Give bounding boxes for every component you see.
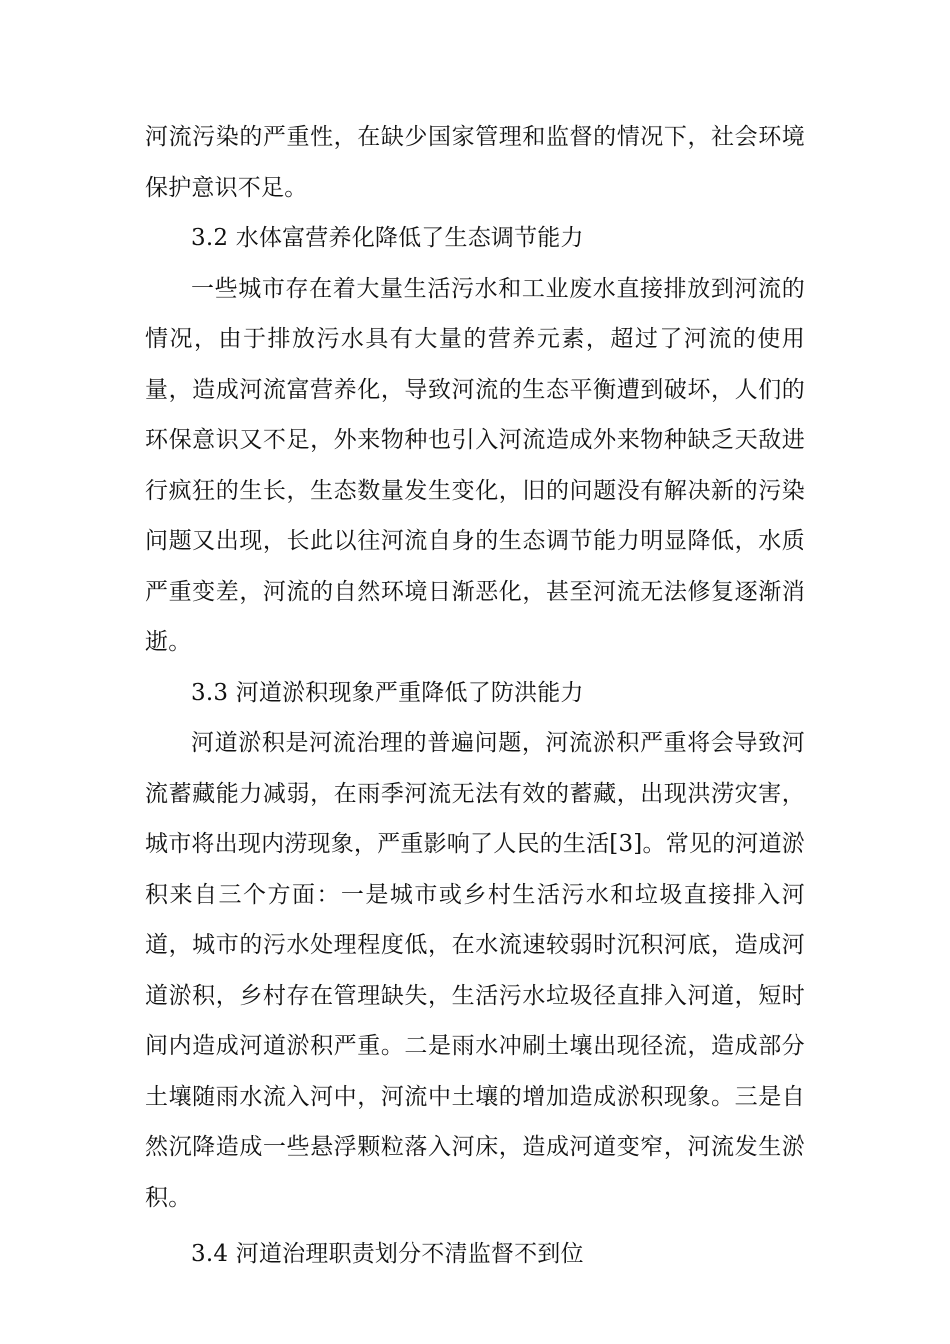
paragraph-eutrophication: 一些城市存在着大量生活污水和工业废水直接排放到河流的情况，由于排放污水具有大量的营养元素，超过了河流的使用量，造成河流富营养化，导致河流的生态平衡遭到破坏，人们的环保意识又不足，外来物种也引入河流造成外来物种缺乏天敌进行疯狂的生长，生态数量发生变化，旧的问题没有解决新的污染问题又出现，长此以往河流自身的生态调节能力明显降低，水质严重变差，河流的自然环境日渐恶化，甚至河流无法修复逐渐消逝。: [145, 275, 805, 655]
section-heading-3-3: 3.3 河道淤积现象严重降低了防洪能力: [191, 679, 584, 706]
section-heading-3-4: 3.4 河道治理职责划分不清监督不到位: [191, 1241, 584, 1267]
paragraph-continuation: 河流污染的严重性，在缺少国家管理和监督的情况下，社会环境保护意识不足。: [145, 124, 805, 201]
section-heading-3-2: 3.2 水体富营养化降低了生态调节能力: [191, 225, 584, 251]
document-body: [145, 112, 805, 1280]
paragraph-sedimentation: 河道淤积是河流治理的普遍问题，河流淤积严重将会导致河流蓄藏能力减弱，在雨季河流无法有效的蓄藏，出现洪涝灾害，城市将出现内涝现象，严重影响了人民的生活[3]。常见的河道淤积来自三个方面：一是城市或乡村生活污水和垃圾直接排入河道，城市的污水处理程度低，在水流速较弱时沉积河底，造成河道淤积，乡村存在管理缺失，生活污水垃圾径直排入河道，短时间内造成河道淤积严重。二是雨水冲刷土壤出现径流，造成部分土壤随雨水流入河中，河流中土壤的增加造成淤积现象。三是自然沉降造成一些悬浮颗粒落入河床，造成河道变窄，河流发生淤积。: [145, 730, 805, 1211]
